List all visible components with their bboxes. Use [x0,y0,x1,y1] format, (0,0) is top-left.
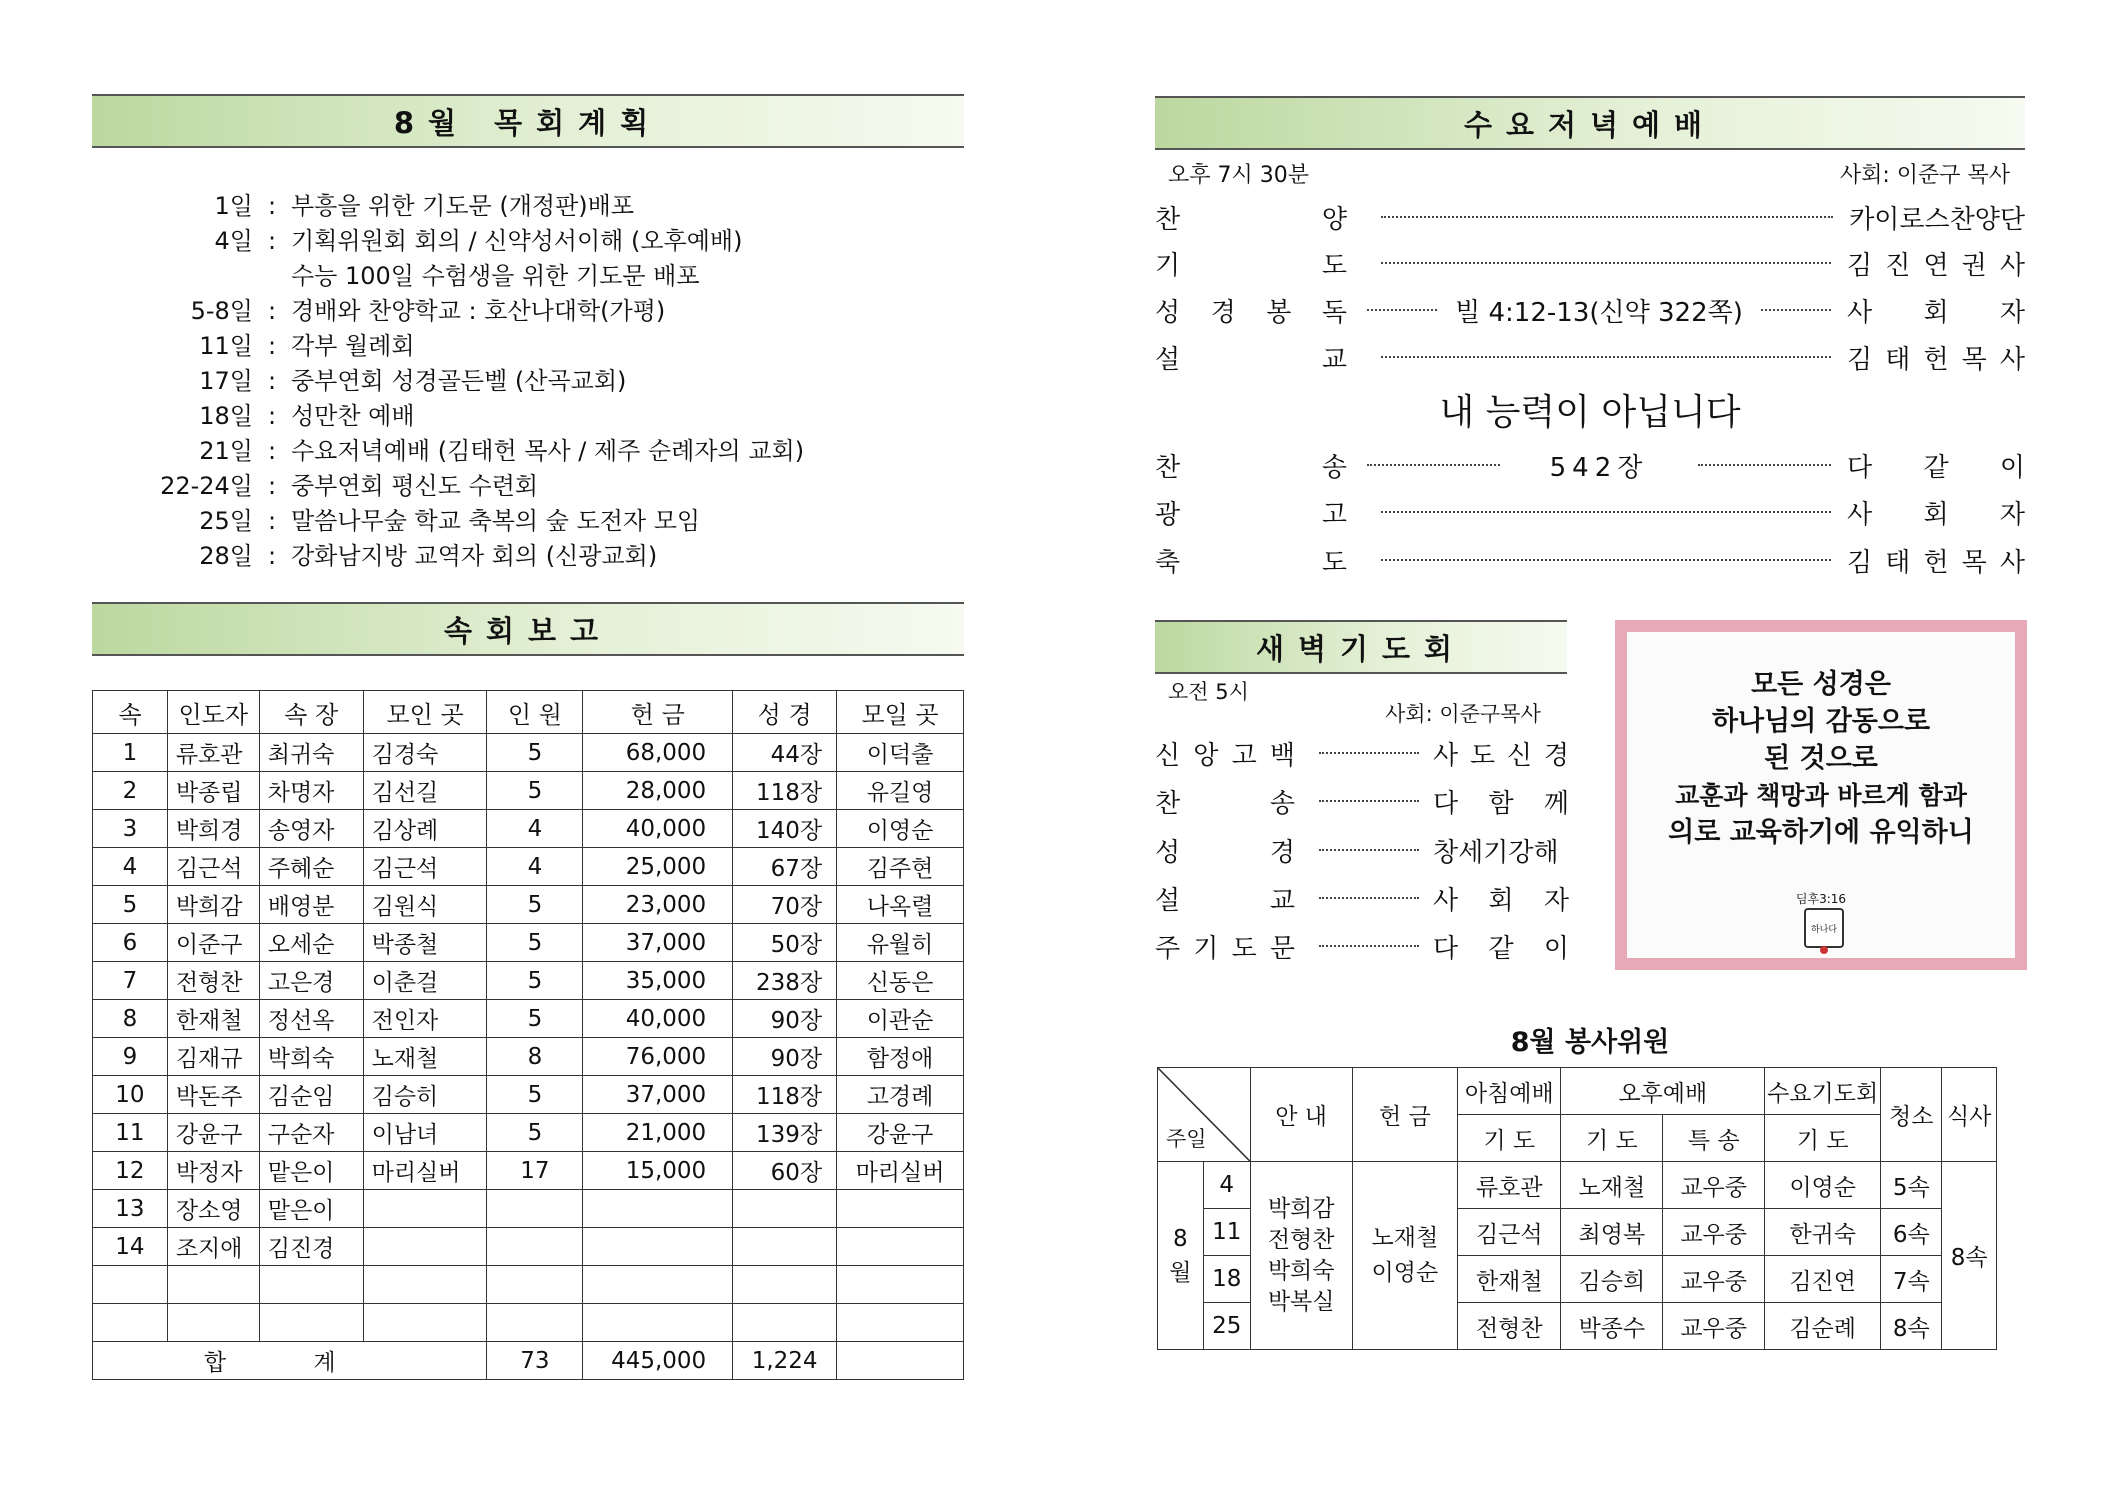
item-detail: 빌 4:12-13(신약 322쪽) [1455,297,1743,328]
col-header: 인도자 [167,691,259,734]
dawn-title: 새벽기도회 [1255,631,1467,666]
table-cell: 이덕출 [837,734,964,772]
table-cell: 맡은이 [259,1152,363,1190]
item-label: 찬 송 [1155,788,1295,819]
table-cell: 2 [93,772,168,810]
table-cell: 5 [487,772,583,810]
table-cell: 3 [93,810,168,848]
table-cell: 박종철 [363,924,487,962]
table-row [93,1266,964,1304]
table-cell: 류호관 [167,734,259,772]
item-value: 사 회 자 [1433,885,1569,916]
plan-item: 5-8일 : 경배와 찬양학교 : 호산나대학(가평) [190,297,666,325]
week-day: 25 [1203,1303,1250,1350]
plan-item: 28일 : 강화남지방 교역자 회의 (신광교회) [199,542,658,570]
wed-pray: 김순례 [1765,1303,1881,1350]
dawn-item [1155,733,1575,773]
plan-list [140,189,804,574]
table-cell: 5 [487,1114,583,1152]
item-label: 찬 양 [1155,204,1347,235]
table-cell: 15,000 [583,1152,733,1190]
verse-line: 교훈과 책망과 바르게 함과 [1675,781,1967,810]
item-label: 기 도 [1155,250,1347,281]
h-meal: 식사 [1942,1068,1997,1162]
corner-cell [1158,1068,1251,1162]
table-cell [583,1228,733,1266]
clean: 7속 [1881,1256,1942,1303]
table-cell [583,1190,733,1228]
verse-line: 모든 성경은 [1751,669,1891,700]
table-row [93,1038,964,1076]
h-pray-wed: 기 도 [1765,1115,1881,1162]
table-cell: 최귀숙 [259,734,363,772]
table-cell: 14 [93,1228,168,1266]
table-cell [363,1266,487,1304]
table-cell: 21,000 [583,1114,733,1152]
special-song: 교우중 [1663,1162,1765,1209]
table-cell: 김재규 [167,1038,259,1076]
report-title: 속회보고 [443,613,613,648]
table-cell [487,1266,583,1304]
item-value: 사 회 자 [1847,297,2026,328]
table-row [93,810,964,848]
sermon-title: 내 능력이 아닙니다 [1439,392,1741,433]
table-cell: 정선옥 [259,1000,363,1038]
table-cell: 5 [487,734,583,772]
plan-item: 21일 : 수요저녁예배 (김태헌 목사 / 제주 순례자의 교회) [199,437,805,465]
week-day: 4 [1203,1162,1250,1209]
wednesday-title-bar [1155,96,2025,150]
table-cell: 76,000 [583,1038,733,1076]
wednesday-item [1155,243,2025,283]
table-cell: 90장 [733,1038,837,1076]
table-cell: 118장 [733,1076,837,1114]
table-cell: 김승히 [363,1076,487,1114]
table-cell: 13 [93,1190,168,1228]
table-cell [487,1190,583,1228]
dawn-item [1155,781,1575,821]
table-cell: 11 [93,1114,168,1152]
dotted-leader [1381,216,1833,218]
plan-item: 22-24일 : 중부연회 평신도 수련회 [160,472,539,500]
special-song: 교우중 [1663,1256,1765,1303]
table-cell: 김근석 [363,848,487,886]
table-cell [733,1304,837,1342]
wednesday-item [1155,337,2025,377]
table-cell: 5 [93,886,168,924]
verse-ref: 딤후3:16 [1795,892,1847,906]
item-value: 김 태 헌 목 사 [1847,344,2025,375]
total-empty [837,1342,964,1380]
dawn-host: 사회: 이준구목사 [1385,702,1541,726]
plan-item: 17일 : 중부연회 성경골든벨 (산곡교회) [199,367,627,395]
dotted-leader [1319,945,1419,947]
table-cell: 차명자 [259,772,363,810]
table-cell: 140장 [733,810,837,848]
table-cell: 박희숙 [259,1038,363,1076]
table-cell: 5 [487,1000,583,1038]
wednesday-item [1155,492,2025,532]
guide-names: 박희감 전형찬 박희숙 박복실 [1250,1162,1352,1350]
table-cell: 118장 [733,772,837,810]
wednesday-item [1155,540,2025,580]
table-cell: 김순임 [259,1076,363,1114]
wed-pray: 이영순 [1765,1162,1881,1209]
table-cell: 마리실버 [363,1152,487,1190]
col-header: 속 [93,691,168,734]
table-cell: 238장 [733,962,837,1000]
clean: 8속 [1881,1303,1942,1350]
item-value: 사 도 신 경 [1433,740,1569,771]
table-cell: 139장 [733,1114,837,1152]
book-stamp-icon: 하나다 [1804,908,1844,948]
table-cell: 박정자 [167,1152,259,1190]
verse-line: 된 것으로 [1764,743,1878,774]
table-cell: 10 [93,1076,168,1114]
table-cell: 4 [487,848,583,886]
wednesday-host: 사회: 이준구 목사 [1839,163,2010,188]
wednesday-item [1155,197,2025,237]
table-cell: 이준구 [167,924,259,962]
table-cell [837,1304,964,1342]
table-cell: 60장 [733,1152,837,1190]
table-cell: 28,000 [583,772,733,810]
col-header: 인 원 [487,691,583,734]
special-song: 교우중 [1663,1209,1765,1256]
h-offering: 헌 금 [1352,1068,1458,1162]
table-cell: 9 [93,1038,168,1076]
item-detail: 542장 [1549,452,1649,483]
item-label: 성 경 봉 독 [1155,297,1347,328]
dotted-leader [1319,800,1419,802]
table-row [93,1000,964,1038]
week-day: 18 [1203,1256,1250,1303]
col-header: 모인 곳 [363,691,487,734]
table-row [93,1304,964,1342]
table-cell: 김근석 [167,848,259,886]
table-cell: 37,000 [583,1076,733,1114]
table-row [93,886,964,924]
dotted-leader [1367,309,1437,311]
item-value: 다 같 이 [1847,452,2025,483]
table-cell: 67장 [733,848,837,886]
month-label: 8 월 [1169,1225,1192,1286]
table-cell: 송영자 [259,810,363,848]
table-cell: 함정애 [837,1038,964,1076]
week-day: 11 [1203,1209,1250,1256]
dotted-leader [1761,309,1831,311]
table-cell [837,1266,964,1304]
table-cell [259,1266,363,1304]
table-cell: 박돈주 [167,1076,259,1114]
table-cell: 7 [93,962,168,1000]
dotted-leader [1319,752,1419,754]
dotted-leader [1319,849,1419,851]
wednesday-title: 수요저녁예배 [1463,107,1717,142]
table-cell: 고경례 [837,1076,964,1114]
table-cell: 구순자 [259,1114,363,1152]
table-cell: 6 [93,924,168,962]
table-cell [167,1304,259,1342]
table-cell: 이춘걸 [363,962,487,1000]
table-cell: 37,000 [583,924,733,962]
table-cell: 오세순 [259,924,363,962]
report-total-row [93,1342,964,1380]
table-cell: 고은경 [259,962,363,1000]
h-special-song: 특 송 [1663,1115,1765,1162]
wednesday-time: 오후 7시 30분 [1168,163,1309,188]
table-cell: 박희감 [167,886,259,924]
table-cell: 전형찬 [167,962,259,1000]
table-cell [259,1304,363,1342]
item-value: 창세기강해 [1433,837,1559,868]
table-cell: 전인자 [363,1000,487,1038]
table-cell: 나옥렬 [837,886,964,924]
table-row [93,1228,964,1266]
verse-line: 하나님의 감동으로 [1711,706,1931,737]
table-cell: 17 [487,1152,583,1190]
dotted-leader [1381,262,1831,264]
wednesday-item [1155,290,2025,330]
dotted-leader [1381,356,1831,358]
item-label: 설 교 [1155,885,1295,916]
table-cell: 5 [487,962,583,1000]
afternoon-pray: 최영복 [1561,1209,1663,1256]
table-cell: 5 [487,886,583,924]
col-header: 속 장 [259,691,363,734]
table-cell [733,1190,837,1228]
item-value: 다 같 이 [1433,933,1569,964]
corner-label: 주일 [1166,1127,1207,1151]
verse-calligraphy-frame [1615,620,2027,970]
table-row [93,1152,964,1190]
clean: 6속 [1881,1209,1942,1256]
clean: 5속 [1881,1162,1942,1209]
table-cell: 장소영 [167,1190,259,1228]
table-cell: 김상례 [363,810,487,848]
table-cell: 노재철 [363,1038,487,1076]
h-morning: 아침예배 [1458,1068,1561,1115]
table-cell [363,1190,487,1228]
afternoon-pray: 박종수 [1561,1303,1663,1350]
table-cell: 조지애 [167,1228,259,1266]
table-cell: 68,000 [583,734,733,772]
table-cell: 유월히 [837,924,964,962]
table-cell [733,1266,837,1304]
table-cell: 4 [487,810,583,848]
table-cell: 5 [487,924,583,962]
item-label: 성 경 [1155,837,1295,868]
table-cell [363,1304,487,1342]
h-clean: 청소 [1881,1068,1942,1162]
meal: 8속 [1942,1162,1997,1350]
table-cell: 12 [93,1152,168,1190]
volunteers-title: 8월 봉사위원 [1510,1027,1670,1058]
table-cell [487,1228,583,1266]
item-label: 광 고 [1155,499,1347,530]
h-pray-morning: 기 도 [1458,1115,1561,1162]
total-people: 73 [487,1342,583,1380]
table-cell: 35,000 [583,962,733,1000]
item-value: 다 함 께 [1433,788,1569,819]
table-cell: 40,000 [583,810,733,848]
item-value: 사 회 자 [1847,499,2025,530]
table-cell: 유길영 [837,772,964,810]
h-wed: 수요기도회 [1765,1068,1881,1115]
total-offering: 445,000 [583,1342,733,1380]
table-cell [487,1304,583,1342]
table-cell: 강윤구 [167,1114,259,1152]
item-label: 축 도 [1155,547,1347,578]
table-cell [583,1266,733,1304]
table-cell: 이남녀 [363,1114,487,1152]
h-afternoon: 오후예배 [1561,1068,1765,1115]
afternoon-pray: 김승희 [1561,1256,1663,1303]
table-cell: 박종립 [167,772,259,810]
total-label: 합 계 [93,1342,487,1380]
item-label: 주 기 도 문 [1155,933,1295,964]
table-cell: 김원식 [363,886,487,924]
dawn-title-bar [1155,620,1567,674]
afternoon-pray: 노재철 [1561,1162,1663,1209]
item-value: 김 태 헌 목 사 [1847,547,2025,578]
table-cell [93,1266,168,1304]
table-cell: 5 [487,1076,583,1114]
table-cell: 맡은이 [259,1190,363,1228]
table-cell: 한재철 [167,1000,259,1038]
table-cell: 25,000 [583,848,733,886]
table-cell: 90장 [733,1000,837,1038]
table-cell: 4 [93,848,168,886]
table-row [93,1076,964,1114]
table-row [93,1114,964,1152]
wed-pray: 한귀숙 [1765,1209,1881,1256]
offering-names: 노재철 이영순 [1352,1162,1458,1350]
table-row [93,1190,964,1228]
table-row [93,734,964,772]
table-cell: 김선길 [363,772,487,810]
month-cell [1158,1162,1204,1350]
morning-pray: 한재철 [1458,1256,1561,1303]
h-guide: 안 내 [1250,1068,1352,1162]
table-cell [733,1228,837,1266]
item-value: 김 진 연 권 사 [1847,250,2025,281]
wednesday-item [1155,445,2025,485]
plan-item: 11일 : 각부 월례회 [199,332,415,360]
verse-line: 의로 교육하기에 유익하니 [1668,817,1974,848]
dawn-item [1155,926,1575,966]
plan-item: 수능 100일 수험생을 위한 기도문 배포 [291,262,700,290]
plan-item: 1일 : 부흥을 위한 기도문 (개정판)배포 [214,192,635,220]
table-cell [583,1304,733,1342]
report-title-bar [92,602,964,656]
morning-pray: 류호관 [1458,1162,1561,1209]
item-value: 카이로스찬양단 [1849,204,2025,235]
morning-pray: 김근석 [1458,1209,1561,1256]
table-cell: 50장 [733,924,837,962]
table-cell [93,1304,168,1342]
h-pray-afternoon: 기 도 [1561,1115,1663,1162]
report-header-row [93,691,964,734]
special-song: 교우중 [1663,1303,1765,1350]
col-header: 성 경 [733,691,837,734]
report-table [92,690,964,1380]
dotted-leader [1698,464,1831,466]
table-cell: 8 [487,1038,583,1076]
table-cell: 23,000 [583,886,733,924]
morning-pray: 전형찬 [1458,1303,1561,1350]
dawn-item [1155,878,1575,918]
dotted-leader [1319,897,1419,899]
table-cell [167,1266,259,1304]
plan-item: 4일 : 기획위원회 회의 / 신약성서이해 (오후예배) [214,227,743,255]
total-bible: 1,224 [733,1342,837,1380]
dotted-leader [1381,511,1831,513]
table-row [93,924,964,962]
stamp-dot-icon [1820,946,1828,954]
col-header: 헌 금 [583,691,733,734]
table-cell [837,1228,964,1266]
table-cell: 이영순 [837,810,964,848]
item-label: 신 앙 고 백 [1155,740,1295,771]
table-cell: 44장 [733,734,837,772]
dawn-item [1155,830,1575,870]
plan-title: 8월 목회계획 [393,105,663,140]
table-cell: 1 [93,734,168,772]
volunteers-table [1157,1067,1997,1350]
table-row [93,772,964,810]
table-cell: 40,000 [583,1000,733,1038]
table-cell: 8 [93,1000,168,1038]
table-cell: 배영분 [259,886,363,924]
table-cell [837,1190,964,1228]
table-cell: 김경숙 [363,734,487,772]
table-cell: 70장 [733,886,837,924]
table-cell: 마리실버 [837,1152,964,1190]
item-label: 찬 송 [1155,452,1347,483]
plan-item: 25일 : 말씀나무숲 학교 축복의 숲 도전자 모임 [199,507,701,535]
plan-title-bar [92,94,964,148]
wed-pray: 김진연 [1765,1256,1881,1303]
table-cell: 신동은 [837,962,964,1000]
dotted-leader [1367,464,1500,466]
table-cell: 강윤구 [837,1114,964,1152]
dawn-time: 오전 5시 [1168,680,1249,704]
table-cell: 김진경 [259,1228,363,1266]
table-cell [363,1228,487,1266]
table-cell: 이관순 [837,1000,964,1038]
table-row [93,848,964,886]
table-cell: 김주현 [837,848,964,886]
dotted-leader [1381,559,1831,561]
item-label: 설 교 [1155,344,1347,375]
table-cell: 박희경 [167,810,259,848]
col-header: 모일 곳 [837,691,964,734]
table-row [93,962,964,1000]
plan-item: 18일 : 성만찬 예배 [199,402,415,430]
table-cell: 주혜순 [259,848,363,886]
